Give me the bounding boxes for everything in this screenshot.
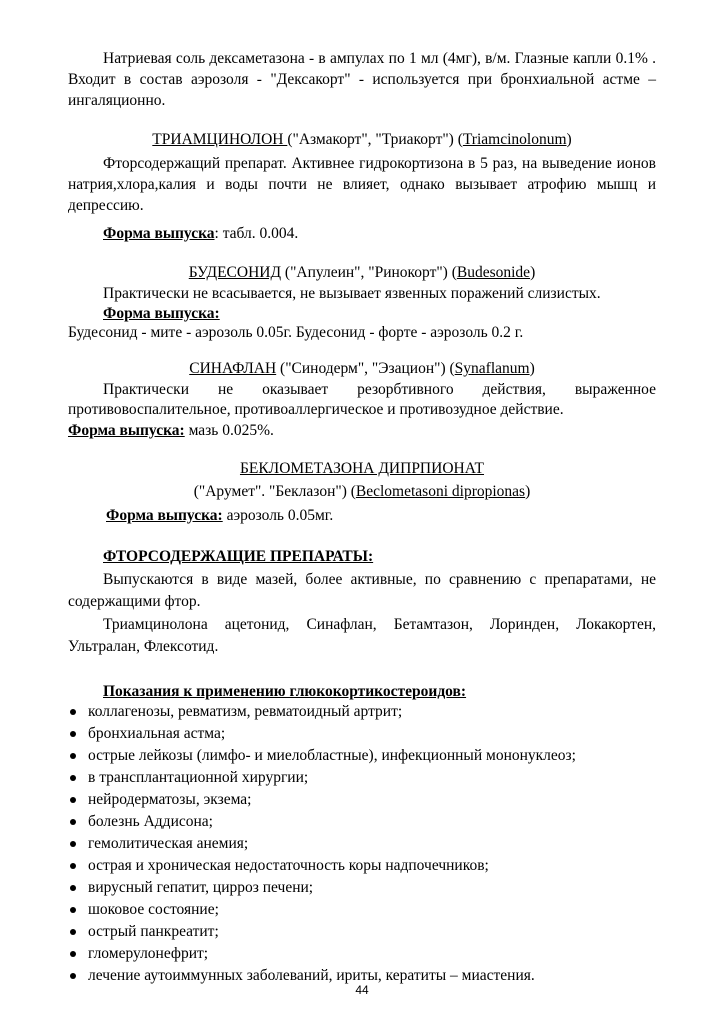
- list-item: [68, 723, 656, 745]
- list-item: [68, 943, 656, 965]
- sinaflan-brands: ("Синодерм", "Эзацион") (: [276, 360, 455, 377]
- page-number: 44: [355, 983, 369, 997]
- list-item: [68, 855, 656, 877]
- list-item-text: нейродерматозы, экзема;: [88, 791, 252, 808]
- list-item-text: острые лейкозы (лимфо- и миелобластные), инфекционный мононуклеоз;: [88, 747, 576, 764]
- bullet-icon: [70, 753, 76, 759]
- budesonide-heading: [68, 262, 656, 283]
- list-item-text: гемолитическая анемия;: [88, 835, 249, 852]
- list-item-text: болезнь Аддисона;: [88, 813, 213, 830]
- fluoro-heading-line: [68, 546, 691, 567]
- indications-heading-line: [68, 681, 691, 702]
- list-item: [68, 811, 656, 833]
- sinaflan-form-value: мазь 0.025%.: [184, 422, 274, 439]
- intro-paragraph: Натриевая соль дексаметазона - в ампулах по 1 мл (4мг), в/м. Глазные капли 0.1% . Входит в состав аэрозоля - "Дексакорт" - используется при бронхиальной астме – ингаляционно.: [68, 50, 656, 109]
- list-item: [68, 745, 656, 767]
- triamcinolone-form-value: : табл. 0.004.: [214, 225, 299, 242]
- beclomethasone-form-label: Форма выпуска:: [106, 507, 223, 524]
- triamcinolone-brands: ("Азмакорт", "Триакорт") (: [287, 131, 463, 148]
- bullet-icon: [70, 907, 76, 913]
- bullet-icon: [70, 951, 76, 957]
- bullet-icon: [70, 731, 76, 737]
- list-item: [68, 701, 656, 723]
- beclomethasone-name: БЕКЛОМЕТАЗОНА ДИПРПИОНАТ: [239, 460, 485, 477]
- sinaflan-name: СИНАФЛАН: [189, 360, 277, 377]
- triamcinolone-form-label: Форма выпуска: [103, 225, 215, 242]
- budesonide-form-label: Форма выпуска:: [103, 305, 220, 322]
- triamcinolone-description: Фторсодержащий препарат. Активнее гидрокортизона в 5 раз, на выведение ионов натрия,хлора,калия и воды почти не влияет, однако вызывает атрофию мышц и депрессию.: [68, 155, 656, 214]
- beclomethasone-heading: [68, 458, 656, 479]
- sinaflan-description: Практически не оказывает резорбтивного действия, выраженное противовоспалительное, противоаллергическое и противозудное действие.: [68, 381, 656, 418]
- beclomethasone-form: [68, 505, 694, 526]
- sinaflan-heading: [68, 358, 656, 379]
- indications-heading: Показания к применению глюкокортикостероидов:: [103, 683, 467, 700]
- list-item: [68, 921, 656, 943]
- beclomethasone-brands: ("Арумет". "Беклазон") (: [193, 483, 356, 500]
- fluoro-heading: ФТОРСОДЕРЖАЩИЕ ПРЕПАРАТЫ:: [103, 548, 374, 565]
- list-item: [68, 767, 656, 789]
- bullet-icon: [70, 775, 76, 781]
- bullet-icon: [70, 709, 76, 715]
- list-item: [68, 789, 656, 811]
- budesonide-form-label-line: [68, 303, 691, 324]
- list-item-text: бронхиальная астма;: [88, 725, 226, 742]
- beclomethasone-close: ): [525, 483, 531, 500]
- budesonide-name: БУДЕСОНИД: [188, 264, 282, 281]
- budesonide-form-value: Будесонид - мите - аэрозоль 0.05г. Будесонид - форте - аэрозоль 0.2 г.: [68, 324, 524, 341]
- bullet-icon: [70, 973, 76, 979]
- sinaflan-latin: Synaflanum: [454, 360, 530, 377]
- bullet-icon: [70, 841, 76, 847]
- bullet-icon: [70, 863, 76, 869]
- list-item-text: острая и хроническая недостаточность коры надпочечников;: [88, 857, 489, 874]
- list-item-text: в трансплантационной хирургии;: [88, 769, 309, 786]
- list-item-text: лечение аутоиммунных заболеваний, ириты, кератиты – миастения.: [88, 967, 535, 984]
- sinaflan-form: [68, 420, 656, 441]
- budesonide-description: Практически не всасывается, не вызывает язвенных поражений слизистых.: [103, 285, 601, 302]
- list-item: [68, 833, 656, 855]
- budesonide-latin: Budesonide: [456, 264, 531, 281]
- beclomethasone-form-value: аэрозоль 0.05мг.: [222, 507, 334, 524]
- list-item-text: острый панкреатит;: [88, 923, 219, 940]
- budesonide-close: ): [530, 264, 536, 281]
- list-item-text: вирусный гепатит, цирроз печени;: [88, 879, 314, 896]
- bullet-icon: [70, 797, 76, 803]
- triamcinolone-form: [68, 223, 691, 244]
- triamcinolone-name: ТРИАМЦИНОЛОН: [152, 131, 288, 148]
- list-item-text: коллагенозы, ревматизм, ревматоидный артрит;: [88, 703, 403, 720]
- list-item-text: шоковое состояние;: [88, 901, 219, 918]
- fluoro-paragraph-2: Триамцинолона ацетонид, Синафлан, Бетамтазон, Лоринден, Локакортен, Ультралан, Флексотид.: [68, 616, 656, 655]
- fluoro-paragraph-1: Выпускаются в виде мазей, более активные, по сравнению с препаратами, не содержащими фтор.: [68, 571, 656, 610]
- beclomethasone-brands-line: [68, 481, 656, 502]
- sinaflan-form-label: Форма выпуска:: [68, 422, 185, 439]
- bullet-icon: [70, 885, 76, 891]
- beclomethasone-latin: Beclometasoni dipropionas: [355, 483, 526, 500]
- budesonide-brands: ("Апулеин", "Ринокорт") (: [281, 264, 457, 281]
- sinaflan-close: ): [529, 360, 535, 377]
- triamcinolone-latin: Triamcinolonum: [462, 131, 567, 148]
- triamcinolone-heading: [68, 129, 656, 150]
- indications-list: [68, 701, 656, 987]
- bullet-icon: [70, 819, 76, 825]
- list-item: [68, 899, 656, 921]
- triamcinolone-close: ): [566, 131, 572, 148]
- list-item: [68, 877, 656, 899]
- list-item-text: гломерулонефрит;: [88, 945, 209, 962]
- bullet-icon: [70, 929, 76, 935]
